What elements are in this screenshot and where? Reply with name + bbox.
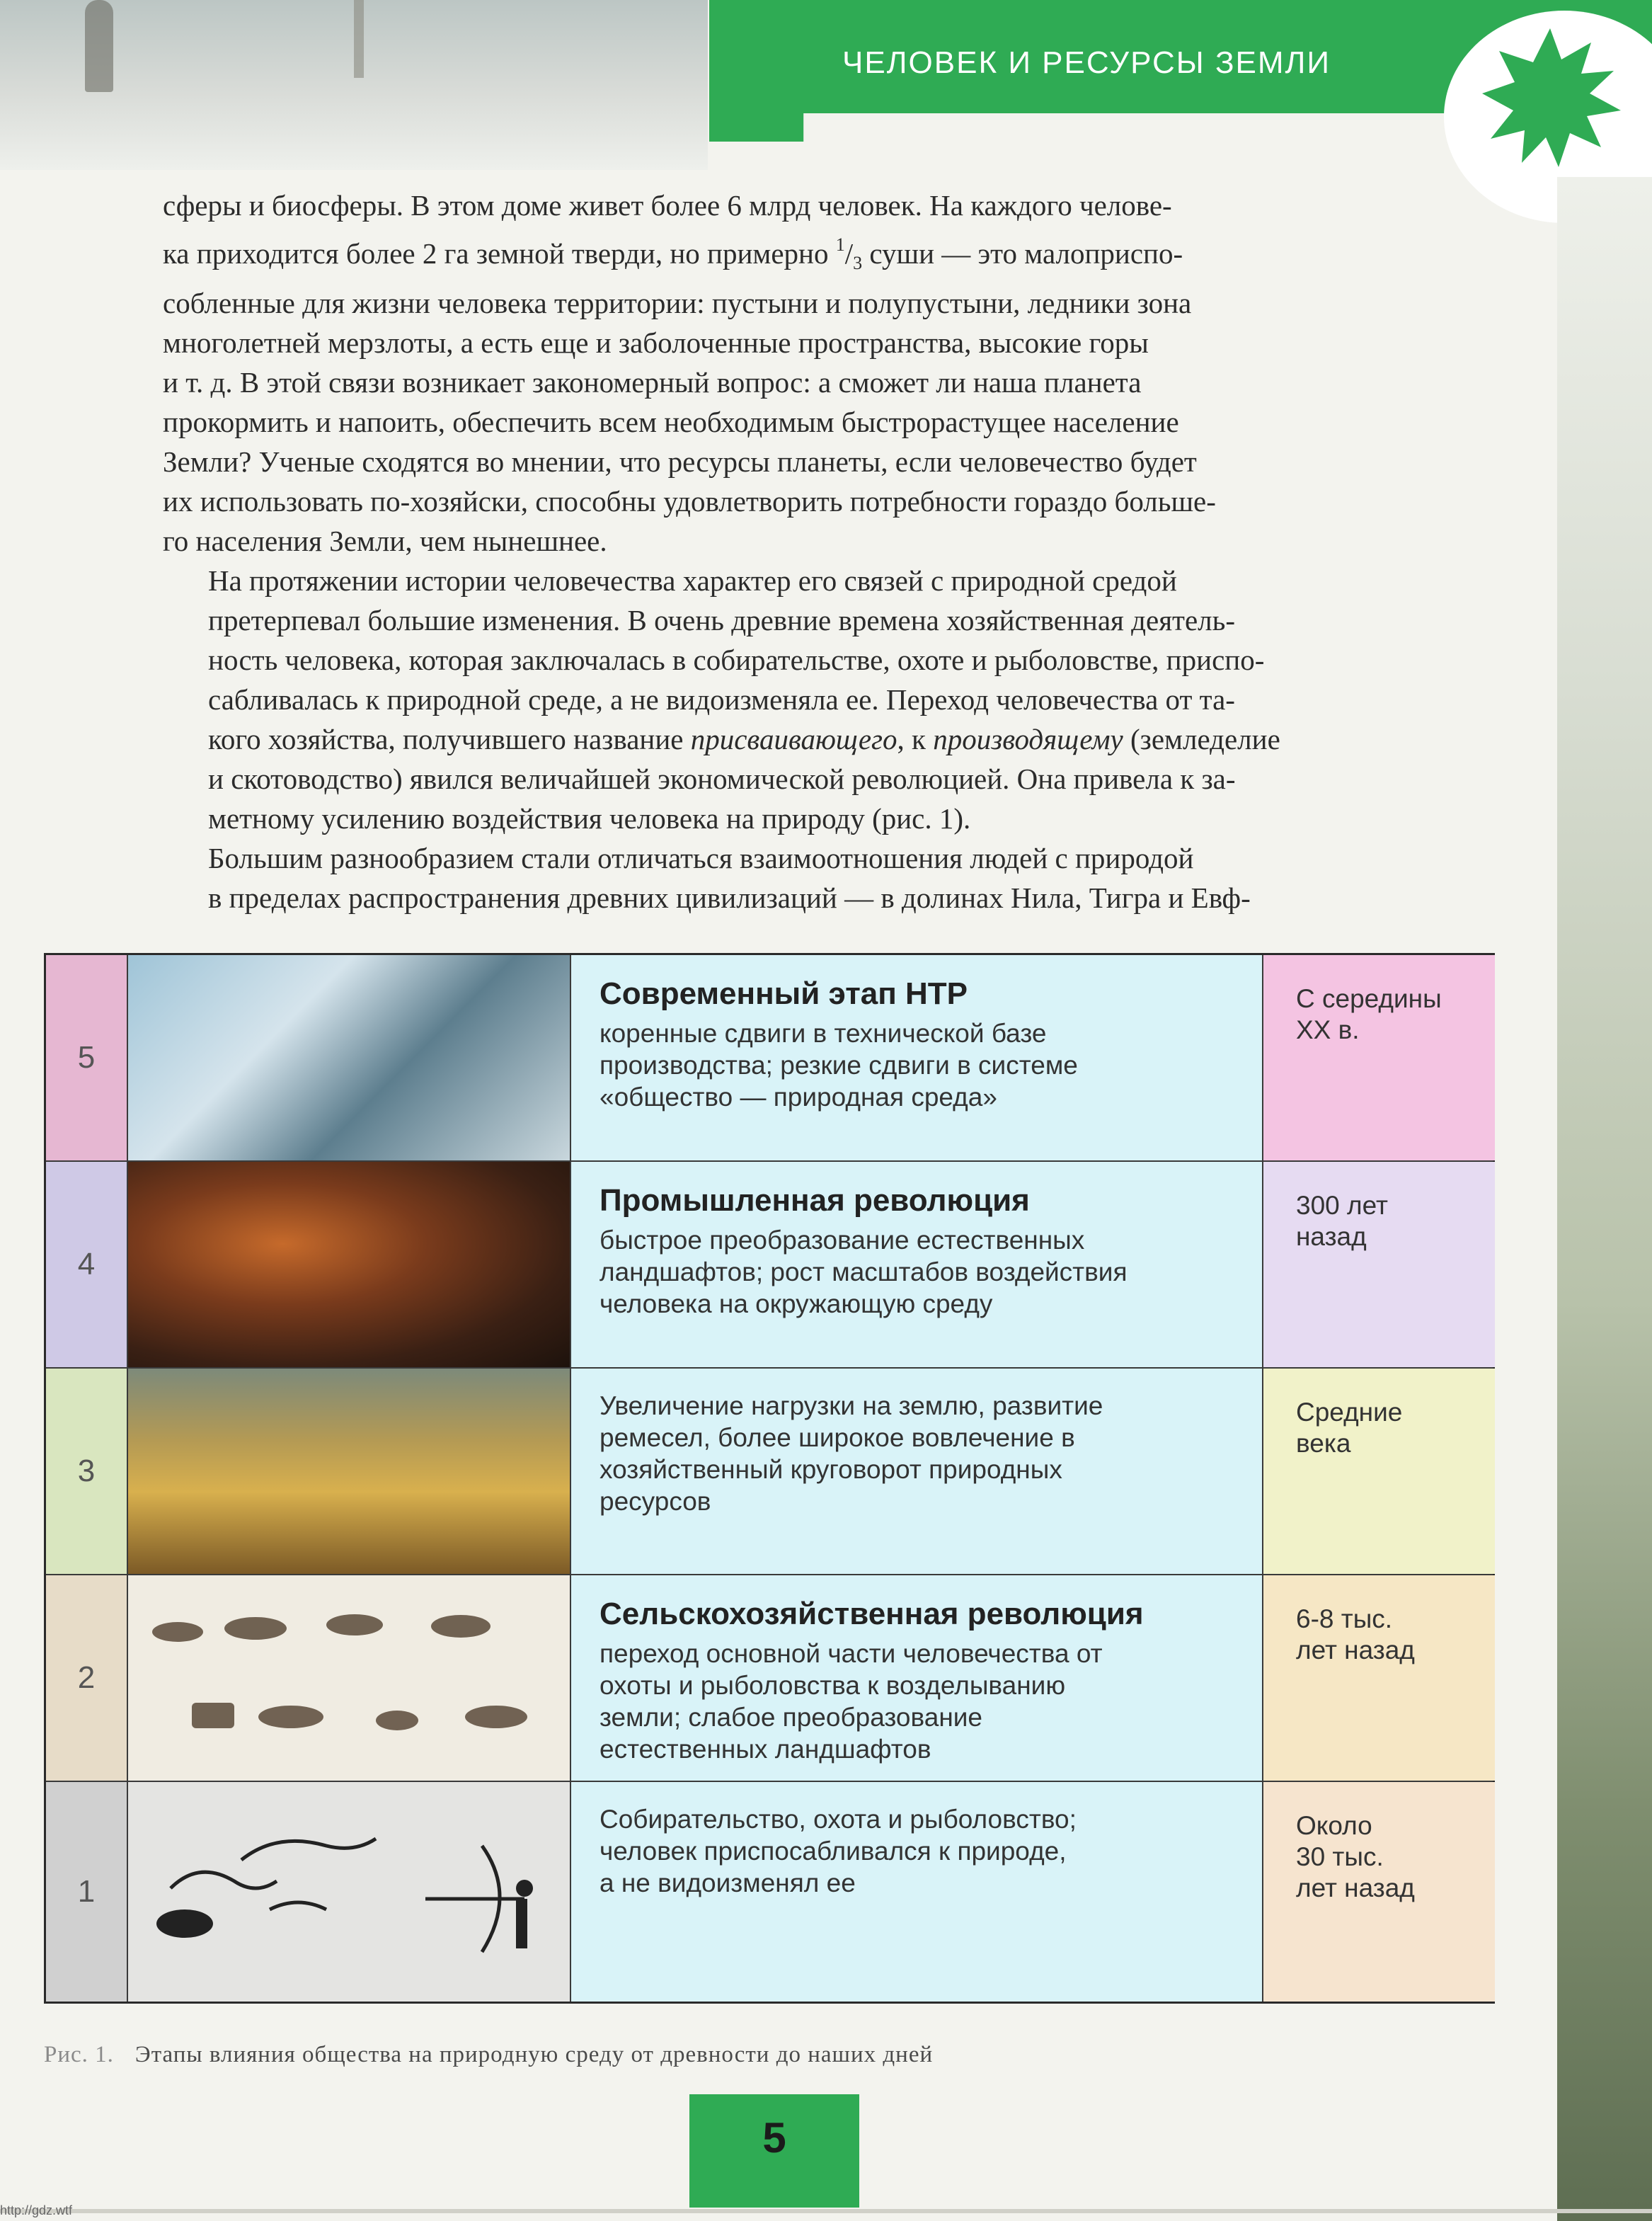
text-line: и т. д. В этой связи возникает закономерный вопрос: а сможет ли наша планета [163,366,1142,399]
harvest-painting-image [128,1369,571,1574]
text-segment: кого хозяйства, получившего название [208,723,684,755]
cave-painting-drawing [128,1782,571,2002]
paragraph-1 [163,185,1486,561]
stage-time: Около 30 тыс. лет назад [1263,1782,1495,2002]
text-segment: ка приходится более 2 га земной тверди, но примерно [163,237,829,270]
text-line: многолетней мерзлоты, а есть еще и заболоченные пространства, высокие горы [163,326,1149,359]
text-line: прокормить и напоить, обеспечить всем необходимым быстрорастущее население [163,406,1179,438]
text-line: в пределах распространения древних цивилизаций — в долинах Нила, Тигра и Евф- [208,881,1251,914]
skier-figure [85,0,113,92]
text-line: го населения Земли, чем нынешнее. [163,525,607,557]
stage-number: 5 [46,955,128,1160]
side-landscape [1557,177,1652,2221]
stage-text: коренные сдвиги в технической базе производства; резкие сдвиги в системе «общество — природная среда» [600,1019,1078,1112]
paragraph-3 [163,838,1486,918]
paragraph-2 [163,561,1486,838]
text-line: На протяжении истории человечества характер его связей с природной средой [208,564,1177,597]
chapter-title: ЧЕЛОВЕК И РЕСУРСЫ ЗЕМЛИ [842,45,1331,80]
industrial-painting-image [128,1162,571,1367]
page-number: 5 [762,2114,786,2162]
fraction-denominator: 3 [853,253,863,273]
table-row [46,1782,1493,2002]
cave-painting-image [128,1782,571,2002]
figure-caption-text: Этапы влияния общества на природную среду от древности до наших дней [134,2042,934,2067]
stage-number: 4 [46,1162,128,1367]
rock-art-drawing [128,1575,571,1781]
text-segment: , к [897,723,926,755]
table-row [46,1575,1493,1782]
stage-time: С середины XX в. [1263,955,1495,1160]
stage-text: Собирательство, охота и рыболовство; человек приспосабливался к природе, а не видоизменял ее [600,1805,1077,1897]
footer-rule [0,2209,1652,2213]
stage-description [571,955,1263,1160]
watermark: http://gdz.wtf [0,2203,73,2217]
text-line: ка приходится более 2 га земной тверди, но примерно $^1/_3$ суши — это малоприспо- [163,234,1183,273]
text-line: и скотоводство) явился величайшей экономической революцией. Она привела к за- [208,763,1236,795]
term-appropriating: присваивающего [690,723,897,755]
text-line: сабливалась к природной среде, а не видоизменяла ее. Переход человечества от та- [208,683,1235,716]
stage-description [571,1369,1263,1574]
stage-text: Увеличение нагрузки на землю, развитие ремесел, более широкое вовлечение в хозяйственный круговорот природных ресурсов [600,1391,1103,1516]
stage-time: 300 лет назад [1263,1162,1495,1367]
stage-title: Сельскохозяйственная революция [600,1597,1144,1631]
rock-art-animals-image [128,1575,571,1781]
fraction-numerator: 1 [835,234,845,255]
stages-table [44,953,1495,2004]
text-line: собленные для жизни человека территории: пустыни и полупустыни, ледники зона [163,287,1192,319]
text-line: их использовать по-хозяйски, способны удовлетворить потребности гораздо больше- [163,485,1216,518]
text-line: метному усилению воздействия человека на природу (рис. 1). [208,802,971,835]
header-photo [0,0,708,170]
text-line [163,719,1486,759]
table-row [46,955,1493,1162]
body-text [163,185,1486,918]
pole-figure [354,0,364,78]
stage-number: 1 [46,1782,128,2002]
text-line: претерпевал большие изменения. В очень древние времена хозяйственная деятель- [208,604,1235,636]
stage-description [571,1575,1263,1781]
text-line: Большим разнообразием стали отличаться взаимоотношения людей с природой [208,842,1194,874]
stage-text: быстрое преобразование естественных ландшафтов; рост масштабов воздействия человека на окружающую среду [600,1226,1128,1318]
stage-time: 6-8 тыс. лет назад [1263,1575,1495,1781]
text-line: сферы и биосферы. В этом доме живет более 6 млрд человек. На каждого челове- [163,189,1172,222]
stage-title: Современный этап НТР [600,976,968,1011]
text-segment: суши — это малоприспо- [869,237,1183,270]
text-line: ность человека, которая заключалась в собирательстве, охоте и рыболовстве, приспо- [208,644,1265,676]
table-row [46,1162,1493,1369]
stage-text: переход основной части человечества от охоты и рыболовства к возделыванию земли; слабое преобразование естественных ландшафтов [600,1639,1103,1764]
figure-caption [44,2042,1318,2068]
table-row [46,1369,1493,1575]
stage-number: 3 [46,1369,128,1574]
stage-description [571,1162,1263,1367]
term-producing: производящему [933,723,1123,755]
stage-title: Промышленная революция [600,1183,1030,1218]
figure-label: Рис. 1. [44,2042,114,2067]
stage-time: Средние века [1263,1369,1495,1574]
text-segment: (земледелие [1130,723,1280,755]
stage-number: 2 [46,1575,128,1781]
lab-worker-image [128,955,571,1160]
stage-description [571,1782,1263,2002]
text-line: Земли? Ученые сходятся во мнении, что ресурсы планеты, если человечество будет [163,445,1197,478]
